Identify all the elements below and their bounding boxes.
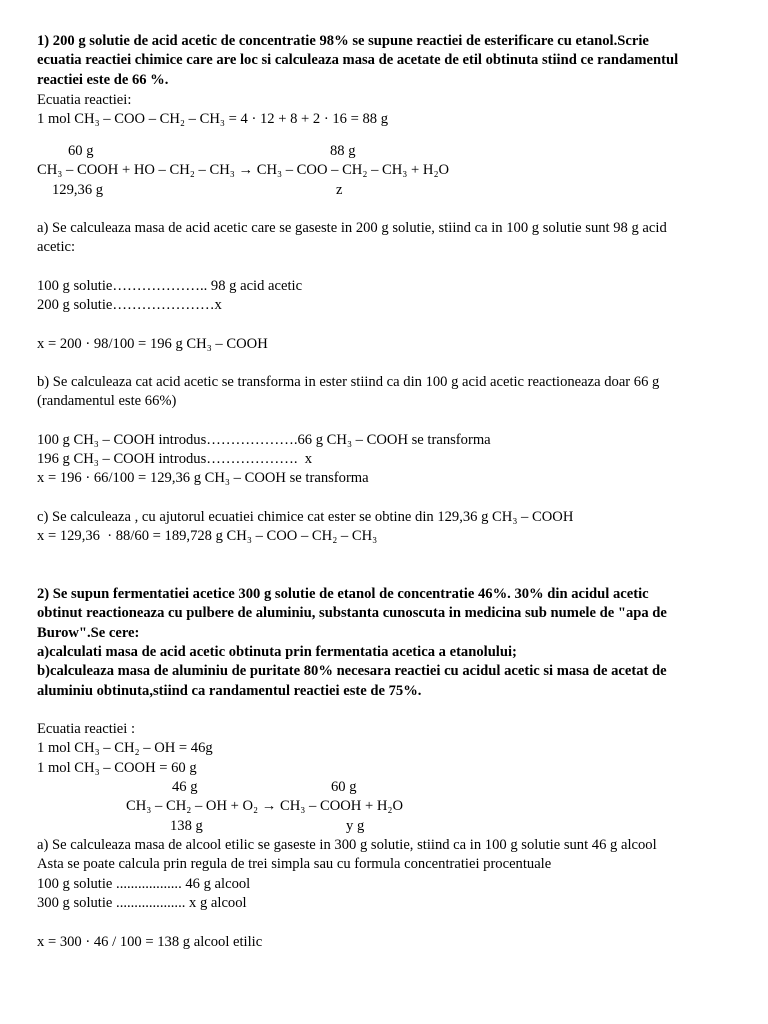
problem1-eq-top-right: 88 g [330,143,356,159]
problem1-b-rule1: 100 g CH₃ – COOH introdus……………….66 g CH₃ – COOH se transforma [37,432,491,448]
problem2-statement-line6: aluminiu obtinuta,stiind ca randamentul reactiei este de 75%. [37,683,422,699]
problem2-eq-bottom-left: 138 g [170,818,203,834]
problem2-mol1: 1 mol CH₃ – CH₂ – OH = 46g [37,740,213,756]
problem2-equation: CH₃ – CH₂ – OH + O₂ → CH₃ – COOH + H₂O [126,798,404,814]
problem2-statement-line3: Burow".Se cere: [37,625,140,641]
problem2-a-rule2: 300 g solutie ................... x g alcool [37,895,247,911]
problem2-statement-line2: obtinut reactioneaza cu pulbere de aluminiu, substanta cunoscuta in medicina sub numele de "apa de [37,605,667,621]
problem1-statement-line1: 1) 200 g solutie de acid acetic de concentratie 98% se supune reactiei de esterificare cu etanol.Scrie [37,33,649,49]
problem1-a-result: x = 200 · 98/100 = 196 g CH₃ – COOH [37,336,268,352]
problem1-statement-line3: reactiei este de 66 %. [37,72,169,88]
problem2-a-rule1: 100 g solutie .................. 46 g alcool [37,876,251,892]
problem2-statement-line4: a)calculati masa de acid acetic obtinuta prin fermentatia acetica a etanolului; [37,644,517,660]
problem2-statement-line5: b)calculeaza masa de aluminiu de puritate 80% necesara reactiei cu acidul acetic si masa de acetat de [37,663,667,679]
problem1-b-result: x = 196 · 66/100 = 129,36 g CH₃ – COOH se transforma [37,470,369,486]
problem2-statement-line1: 2) Se supun fermentatiei acetice 300 g solutie de etanol de concentratie 46%. 30% din acidul acetic [37,586,649,602]
problem1-part-b-line2: (randamentul este 66%) [37,393,177,409]
problem1-equation: CH₃ – COOH + HO – CH₂ – CH₃ → CH₃ – COO – CH₂ – CH₃ + H₂O [37,162,450,178]
problem2-part-a-line2: Asta se poate calcula prin regula de trei simpla sau cu formula concentratiei procentuale [37,856,552,872]
problem1-part-c: c) Se calculeaza , cu ajutorul ecuatiei chimice cat ester se obtine din 129,36 g CH₃ – COOH [37,509,574,525]
problem2-reaction-heading: Ecuatia reactiei : [37,721,136,737]
problem1-b-rule2: 196 g CH₃ – COOH introdus………………. x [37,451,313,467]
problem2-eq-top-left: 46 g [172,779,198,795]
problem1-reaction-heading: Ecuatia reactiei: [37,92,132,108]
problem1-eq-bottom-right: z [336,182,343,198]
problem1-statement-line2: ecuatia reactiei chimice care are loc si calculeaza masa de acetate de etil obtinuta stiind ce randamentul [37,52,679,68]
problem2-eq-bottom-right: y g [346,818,365,834]
problem1-part-a-line1: a) Se calculeaza masa de acid acetic care se gaseste in 200 g solutie, stiind ca in 100 g solutie sunt 98 g acid [37,220,667,236]
problem2-part-a-line1: a) Se calculeaza masa de alcool etilic se gaseste in 300 g solutie, stiind ca in 100 g solutie sunt 46 g alcool [37,837,657,853]
problem1-eq-top-left: 60 g [68,143,94,159]
problem1-eq-bottom-left: 129,36 g [52,182,104,198]
problem1-part-a-line2: acetic: [37,239,76,255]
problem2-a-result: x = 300 · 46 / 100 = 138 g alcool etilic [37,934,263,950]
problem1-mol-line: 1 mol CH₃ – COO – CH₂ – CH₃ = 4 · 12 + 8 + 2 · 16 = 88 g [37,111,389,127]
problem2-mol2: 1 mol CH₃ – COOH = 60 g [37,760,197,776]
problem1-part-b-line1: b) Se calculeaza cat acid acetic se transforma in ester stiind ca din 100 g acid acetic reactioneaza doar 66 g [37,374,660,390]
problem1-c-result: x = 129,36 · 88/60 = 189,728 g CH₃ – COO – CH₂ – CH₃ [37,528,378,544]
problem1-a-rule1: 100 g solutie……………….. 98 g acid acetic [37,278,303,294]
problem2-eq-top-right: 60 g [331,779,357,795]
problem1-a-rule2: 200 g solutie…………………x [37,297,222,313]
